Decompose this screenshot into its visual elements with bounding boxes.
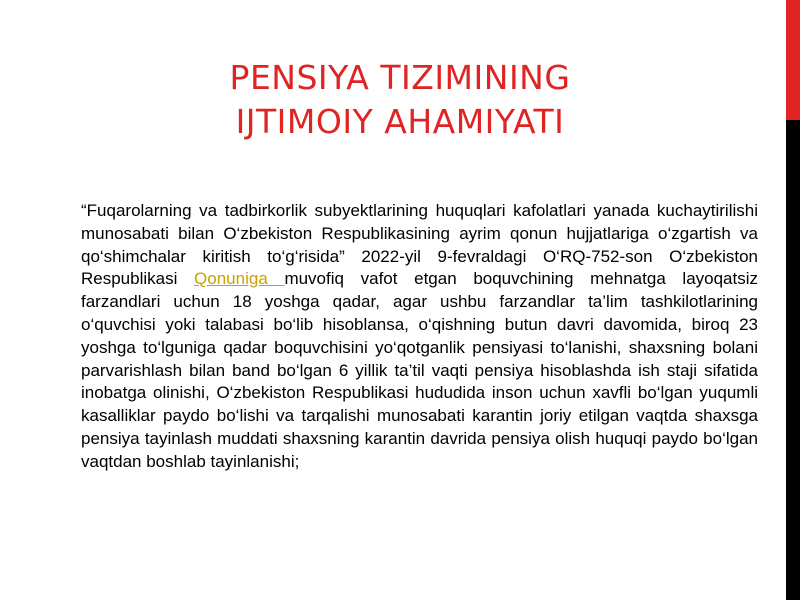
accent-bar-black — [786, 120, 800, 600]
slide-title-line-2: IJTIMOIY AHAMIYATI — [235, 102, 565, 141]
paragraph-text-after-link: muvofiq vafot etgan boquvchining mehnatga layoqatsiz farzandlari uchun 18 yoshga qadar, agar ushbu farzandlar ta’lim tashkilotlarining o‘quvchisi yoki talabasi bo‘lib hisoblansa, o‘qishning butun davri davomida, biroq 23 yoshga to‘lguniga qadar boquvchisini yo‘qotganlik pensiyasi to‘lanishi, shaxsning bolani parvarishlash bilan band bo‘lgan 6 yillik ta’til vaqti pensiya hisoblashda ish staji sifatida inobatga olinishi, O‘zbekiston Respublikasi hududida inson uchun xavfli bo‘lgan yuqumli kasalliklar paydo bo‘lishi va tarqalishi munosabati karantin joriy etilgan vaqtda shaxsga pensiya tayinlash muddati shaxsning karantin davrida pensiya olish huquqi paydo bo‘lgan vaqtdan boshlab tayinlanishi; — [81, 269, 759, 471]
accent-bar-red — [786, 0, 800, 120]
law-link[interactable]: Qonuniga — [194, 269, 285, 289]
slide-title — [80, 56, 720, 144]
paragraph-text-before-link: “Fuqarolarning va tadbirkorlik subyektlarining huquqlari kafolatlari yanada kuchaytirilishi munosabati bilan O‘zbekiston Respublikasining ayrim qonun hujjatlariga o‘zgartish va qo‘shimchalar kiritish to‘g‘risida” 2022-yil 9-fevraldagi O‘RQ-752-son O‘zbekiston Respublikasi — [81, 201, 758, 289]
slide-title-line-1: PENSIYA TIZIMINING — [229, 58, 571, 97]
body-paragraph — [81, 200, 758, 474]
